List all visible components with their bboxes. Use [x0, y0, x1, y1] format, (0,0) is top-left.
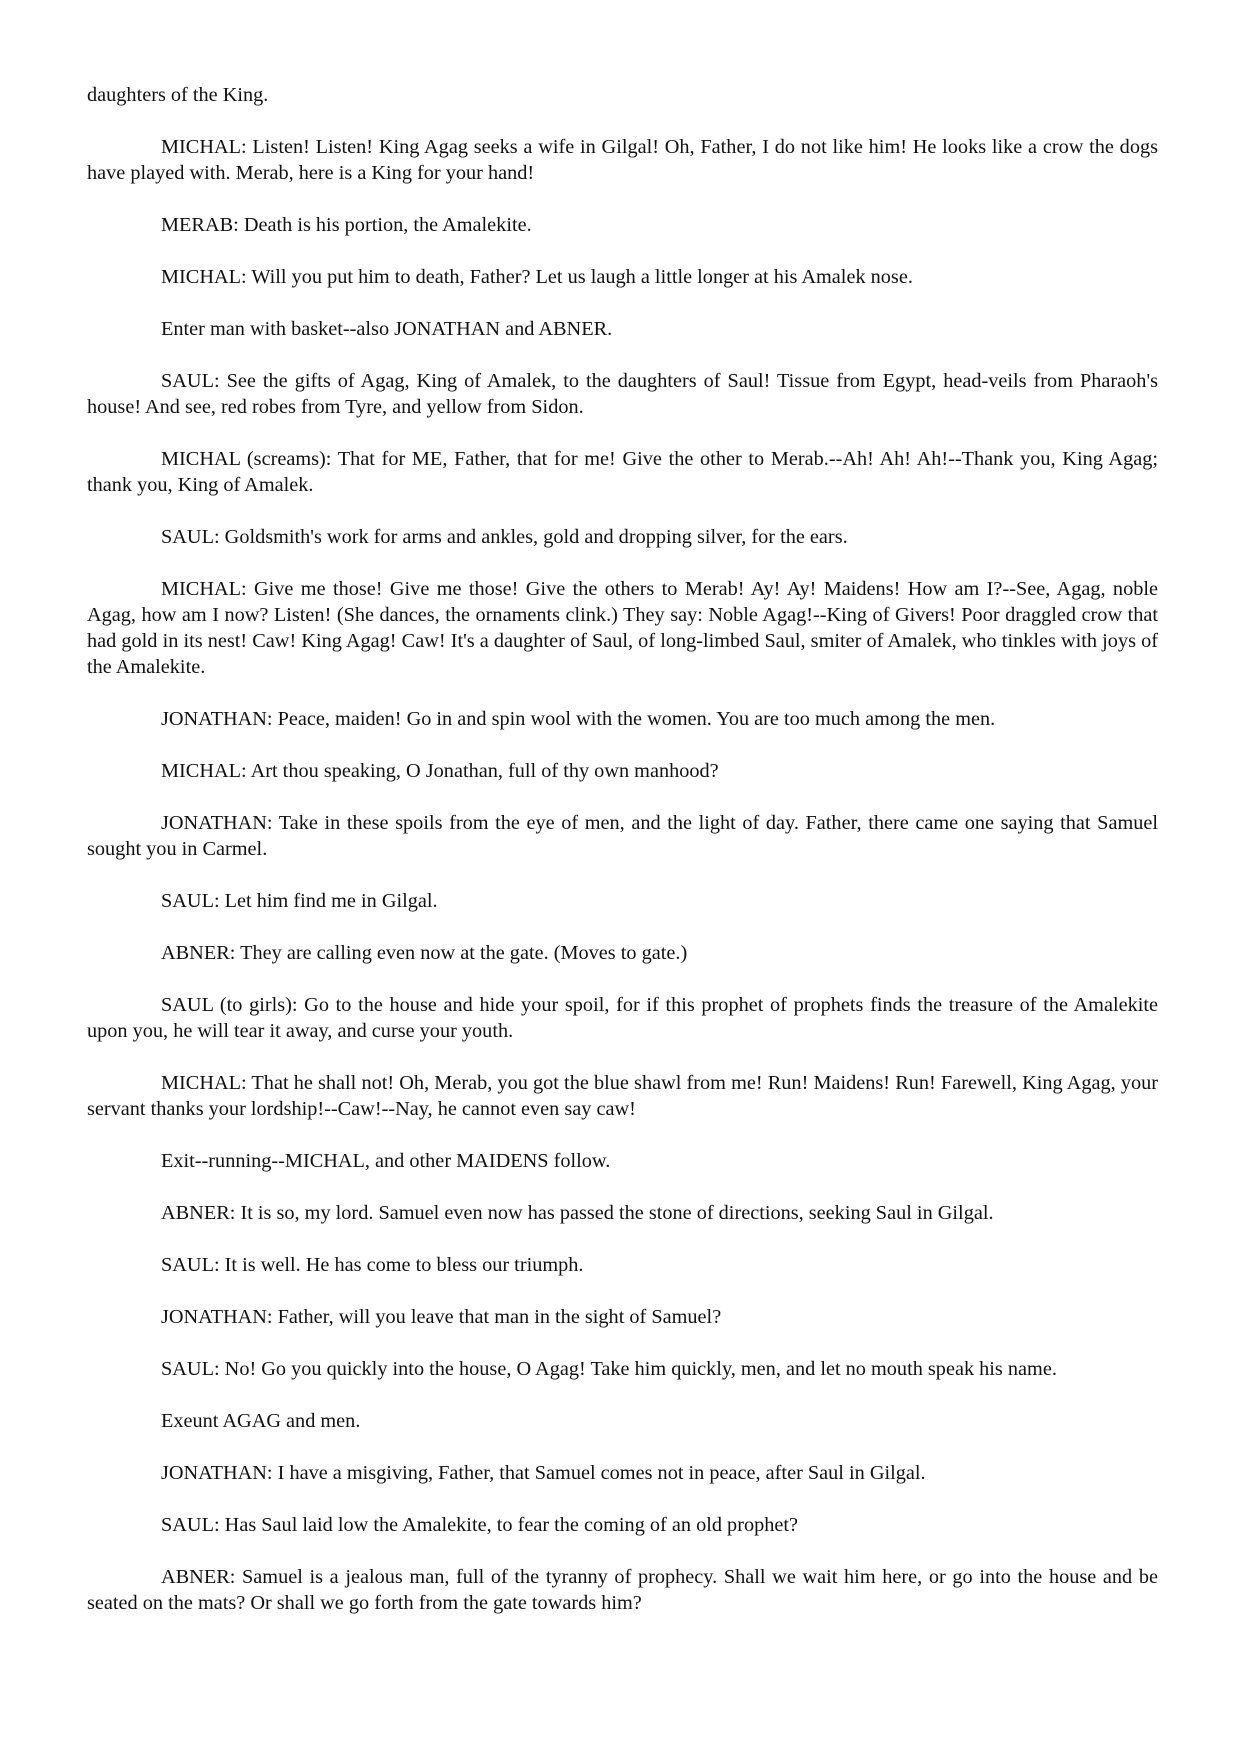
dialogue-saul-1: SAUL: See the gifts of Agag, King of Amalek, to the daughters of Saul! Tissue from Egypt, head-veils from Pharaoh's house! And see, red robes from Tyre, and yellow from Sidon. — [87, 370, 1158, 418]
dialogue-abner-1: ABNER: They are calling even now at the gate. (Moves to gate.) — [161, 942, 688, 964]
dialogue-abner-2: ABNER: It is so, my lord. Samuel even now has passed the stone of directions, seeking Saul in Gilgal. — [161, 1202, 994, 1224]
dialogue-michal-4: MICHAL: Give me those! Give me those! Give the others to Merab! Ay! Ay! Maidens! How am I?--See, Agag, noble Agag, how am I now? Listen! (She dances, the ornaments clink.) They say: Noble Agag!--King of Givers! Poor draggled crow that had gold in its nest! Caw! King Agag! Caw! It's a daughter of Saul, of long-limbed Saul, smiter of Amalek, who tinkles with joys of the Amalekite. — [87, 578, 1158, 678]
dialogue-saul-3: SAUL: Let him find me in Gilgal. — [161, 890, 438, 912]
dialogue-abner-3: ABNER: Samuel is a jealous man, full of the tyranny of prophecy. Shall we wait him here, or go into the house and be seated on the mats? Or shall we go forth from the gate towards him? — [87, 1566, 1158, 1614]
dialogue-michal-2: MICHAL: Will you put him to death, Father? Let us laugh a little longer at his Amalek nose. — [161, 266, 913, 288]
paragraph-continuation: daughters of the King. — [87, 84, 269, 106]
dialogue-saul-2: SAUL: Goldsmith's work for arms and ankles, gold and dropping silver, for the ears. — [161, 526, 848, 548]
dialogue-michal-1: MICHAL: Listen! Listen! King Agag seeks a wife in Gilgal! Oh, Father, I do not like him! He looks like a crow the dogs have played with. Merab, here is a King for your hand! — [87, 136, 1158, 184]
stage-direction-enter: Enter man with basket--also JONATHAN and ABNER. — [161, 318, 613, 340]
dialogue-jonathan-2: JONATHAN: Take in these spoils from the eye of men, and the light of day. Father, there came one saying that Samuel sought you in Carmel. — [87, 812, 1158, 860]
dialogue-saul-7: SAUL: Has Saul laid low the Amalekite, to fear the coming of an old prophet? — [161, 1514, 799, 1536]
dialogue-michal-6: MICHAL: That he shall not! Oh, Merab, you got the blue shawl from me! Run! Maidens! Run! Farewell, King Agag, your servant thanks your lordship!--Caw!--Nay, he cannot even say caw! — [87, 1072, 1158, 1120]
dialogue-michal-5: MICHAL: Art thou speaking, O Jonathan, full of thy own manhood? — [161, 760, 719, 782]
document-page — [87, 82, 1158, 1642]
dialogue-jonathan-4: JONATHAN: I have a misgiving, Father, that Samuel comes not in peace, after Saul in Gilgal. — [161, 1462, 926, 1484]
dialogue-saul-6: SAUL: No! Go you quickly into the house, O Agag! Take him quickly, men, and let no mouth speak his name. — [161, 1358, 1057, 1380]
stage-direction-exit: Exit--running--MICHAL, and other MAIDENS follow. — [161, 1150, 611, 1172]
dialogue-jonathan-3: JONATHAN: Father, will you leave that man in the sight of Samuel? — [161, 1306, 722, 1328]
dialogue-saul-5: SAUL: It is well. He has come to bless our triumph. — [161, 1254, 584, 1276]
dialogue-saul-4: SAUL (to girls): Go to the house and hide your spoil, for if this prophet of prophets finds the treasure of the Amalekite upon you, he will tear it away, and curse your youth. — [87, 994, 1158, 1042]
stage-direction-exeunt: Exeunt AGAG and men. — [161, 1410, 361, 1432]
dialogue-michal-3: MICHAL (screams): That for ME, Father, that for me! Give the other to Merab.--Ah! Ah! Ah!--Thank you, King Agag; thank you, King of Amalek. — [87, 448, 1158, 496]
dialogue-merab-1: MERAB: Death is his portion, the Amalekite. — [161, 214, 532, 236]
dialogue-jonathan-1: JONATHAN: Peace, maiden! Go in and spin wool with the women. You are too much among the men. — [161, 708, 996, 730]
